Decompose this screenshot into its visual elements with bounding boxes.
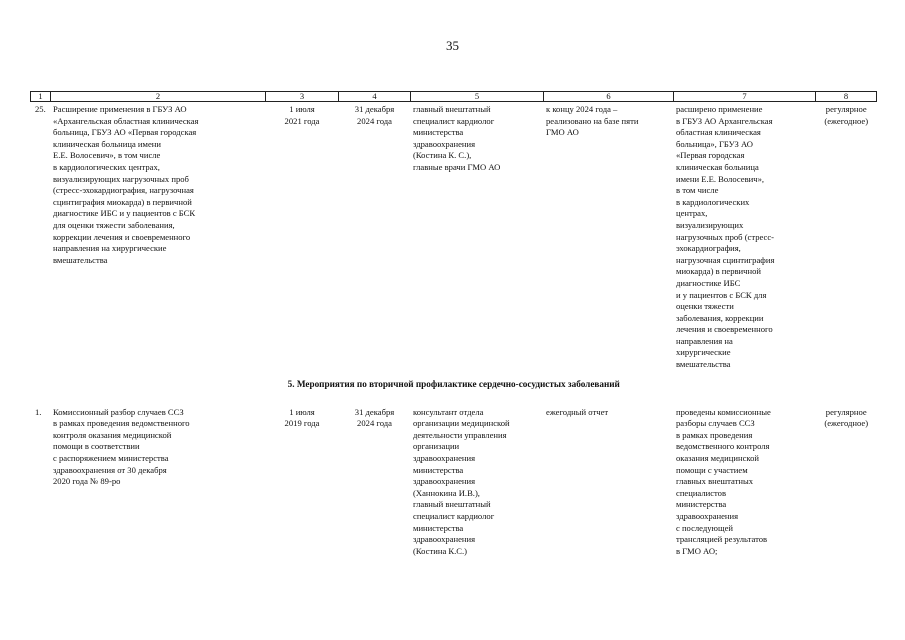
cell-line: министерства bbox=[676, 499, 727, 510]
cell-line: (Костина К.С.) bbox=[413, 545, 468, 556]
cell-line: главные врачи ГМО АО bbox=[413, 161, 501, 172]
cell-line: специалист кардиолог bbox=[413, 115, 495, 126]
cell-line: (Ханнокина И.В.), bbox=[413, 487, 480, 498]
cell-line: миокарда) в первичной bbox=[676, 266, 761, 277]
cell-line: оказания медицинской bbox=[676, 453, 760, 464]
cell-line: лечения и своевременного bbox=[676, 324, 773, 335]
cell-line: контроля оказания медицинской bbox=[53, 429, 172, 440]
cell-line: 2024 года bbox=[357, 418, 392, 429]
cell-line: для оценки тяжести заболевания, bbox=[53, 219, 175, 230]
cell-line: и у пациентов с БСК для bbox=[676, 289, 767, 300]
cell-line: нагрузочная сцинтиграфия bbox=[676, 254, 775, 265]
cell-line: ведомственного контроля bbox=[676, 441, 770, 452]
header-cell: 8 bbox=[816, 92, 877, 102]
table-row bbox=[31, 102, 877, 371]
outcome-cell bbox=[674, 102, 816, 371]
cell-line: направления на bbox=[676, 335, 733, 346]
cell-line: в ГМО АО; bbox=[676, 545, 718, 556]
cell-line: в рамках проведения ведомственного bbox=[53, 418, 190, 429]
page-number: 35 bbox=[446, 38, 459, 53]
row-number: 1. bbox=[35, 406, 42, 417]
header-cell: 3 bbox=[266, 92, 339, 102]
cell-line: вмешательства bbox=[676, 359, 731, 370]
frequency-cell bbox=[816, 102, 877, 371]
cell-line: в кардиологических bbox=[676, 196, 750, 207]
cell-line: сцинтиграфия миокарда) в первичной bbox=[53, 196, 192, 207]
cell-line: эхокардиография, bbox=[676, 243, 741, 254]
header-row bbox=[31, 92, 877, 102]
cell-line: министерства bbox=[413, 127, 464, 138]
cell-line: главный внештатный bbox=[413, 499, 491, 510]
start-date-cell bbox=[266, 405, 339, 558]
cell-line: 2024 года bbox=[357, 115, 392, 126]
responsible-cell bbox=[411, 102, 544, 371]
cell-line: Е.Е. Волосевич», в том числе bbox=[53, 150, 161, 161]
cell-line: диагностике ИБС bbox=[676, 277, 741, 288]
section-title: 5. Мероприятия по вторичной профилактике сердечно-сосудистых заболеваний bbox=[287, 378, 620, 389]
cell-line: помощи с участием bbox=[676, 464, 748, 475]
cell-line: трансляцией результатов bbox=[676, 534, 768, 545]
cell-line: направления на хирургические bbox=[53, 243, 167, 254]
header-cell: 2 bbox=[51, 92, 266, 102]
cell-line: диагностике ИБС и у пациентов с БСК bbox=[53, 208, 196, 219]
cell-line: 2020 года № 89-ро bbox=[53, 476, 121, 487]
cell-line: разборы случаев ССЗ bbox=[676, 418, 755, 429]
outcome-cell bbox=[674, 405, 816, 558]
cell-line: коррекции лечения и своевременного bbox=[53, 231, 191, 242]
cell-line: (ежегодное) bbox=[824, 115, 869, 126]
cell-line: больница», ГБУЗ АО bbox=[676, 138, 753, 149]
cell-line: здравоохранения bbox=[413, 476, 476, 487]
cell-line: деятельности управления bbox=[413, 429, 507, 440]
cell-line: организации медицинской bbox=[413, 418, 510, 429]
cell-line: консультант отдела bbox=[413, 406, 484, 417]
cell-line: хирургические bbox=[676, 347, 731, 358]
cell-line: главных внештатных bbox=[676, 476, 754, 487]
cell-line: 2019 года bbox=[284, 418, 320, 429]
header-cell: 1 bbox=[31, 92, 51, 102]
cell-line: организации bbox=[413, 441, 460, 452]
cell-line: нагрузочных проб (стресс- bbox=[676, 231, 775, 242]
cell-line: 31 декабря bbox=[354, 406, 395, 417]
cell-line: в рамках проведения bbox=[676, 429, 753, 440]
cell-line: «Первая городская bbox=[676, 150, 745, 161]
cell-line: специалистов bbox=[676, 487, 727, 498]
header-cell: 4 bbox=[339, 92, 411, 102]
header-cell: 7 bbox=[674, 92, 816, 102]
cell-line: помощи в соответствии bbox=[53, 441, 140, 452]
activity-cell bbox=[51, 102, 266, 371]
cell-line: визуализирующих нагрузочных проб bbox=[53, 173, 189, 184]
result-cell bbox=[544, 405, 674, 558]
row-number: 25. bbox=[35, 104, 46, 114]
cell-line: регулярное bbox=[825, 104, 867, 114]
cell-line: имени Е.Е. Волосевич», bbox=[676, 173, 765, 184]
cell-line: больница, ГБУЗ АО «Первая городская bbox=[53, 127, 197, 138]
end-date-cell bbox=[339, 405, 411, 558]
start-date-cell bbox=[266, 102, 339, 371]
header-cell: 5 bbox=[411, 92, 544, 102]
cell-line: с распоряжением министерства bbox=[53, 453, 169, 464]
cell-line: 31 декабря bbox=[354, 104, 395, 114]
cell-line: проведены комиссионные bbox=[676, 406, 771, 417]
frequency-cell bbox=[816, 405, 877, 558]
cell-line: Комиссионный разбор случаев ССЗ bbox=[53, 406, 184, 417]
cell-line: областная клиническая bbox=[676, 127, 761, 138]
cell-line: в том числе bbox=[676, 185, 719, 196]
cell-line: вмешательства bbox=[53, 254, 108, 265]
cell-line: ежегодный отчет bbox=[546, 406, 609, 417]
cell-line: в ГБУЗ АО Архангельская bbox=[676, 115, 773, 126]
cell-line: специалист кардиолог bbox=[413, 511, 495, 521]
plan-table bbox=[30, 91, 876, 557]
cell-line: «Архангельская областная клиническая bbox=[53, 115, 199, 126]
cell-line: министерства bbox=[413, 464, 464, 475]
header-cell: 6 bbox=[544, 92, 674, 102]
result-cell bbox=[544, 102, 674, 371]
cell-line: (ежегодное) bbox=[824, 418, 869, 429]
responsible-cell bbox=[411, 405, 544, 558]
cell-line: реализовано на базе пяти bbox=[546, 115, 639, 126]
cell-line: (Костина К. С.), bbox=[413, 150, 472, 161]
cell-line: в кардиологических центрах, bbox=[53, 161, 160, 172]
cell-line: к концу 2024 года – bbox=[546, 104, 618, 114]
cell-line: 1 июля bbox=[289, 406, 315, 417]
cell-line: здравоохранения bbox=[413, 453, 476, 464]
cell-line: ГМО АО bbox=[546, 127, 579, 138]
end-date-cell bbox=[339, 102, 411, 371]
cell-line: главный внештатный bbox=[413, 104, 491, 114]
cell-line: 1 июля bbox=[289, 104, 315, 114]
cell-line: министерства bbox=[413, 522, 464, 533]
cell-line: клиническая больница bbox=[676, 161, 759, 172]
cell-line: 2021 года bbox=[284, 115, 320, 126]
cell-line: здравоохранения от 30 декабря bbox=[53, 464, 167, 475]
cell-line: здравоохранения bbox=[676, 511, 739, 521]
cell-line: регулярное bbox=[825, 406, 867, 417]
cell-line: (стресс-эхокардиография, нагрузочная bbox=[53, 185, 194, 196]
cell-line: центрах, bbox=[676, 208, 708, 219]
cell-line: оценки тяжести bbox=[676, 301, 734, 312]
cell-line: визуализирующих bbox=[676, 219, 744, 230]
cell-line: заболевания, коррекции bbox=[676, 312, 764, 323]
cell-line: расширено применение bbox=[676, 104, 763, 114]
cell-line: Расширение применения в ГБУЗ АО bbox=[53, 104, 187, 114]
cell-line: здравоохранения bbox=[413, 138, 476, 149]
cell-line: с последующей bbox=[676, 522, 733, 533]
section-row bbox=[31, 371, 877, 405]
cell-line: здравоохранения bbox=[413, 534, 476, 545]
cell-line: клиническая больница имени bbox=[53, 138, 161, 149]
table-row bbox=[31, 405, 877, 558]
activity-cell bbox=[51, 405, 266, 558]
